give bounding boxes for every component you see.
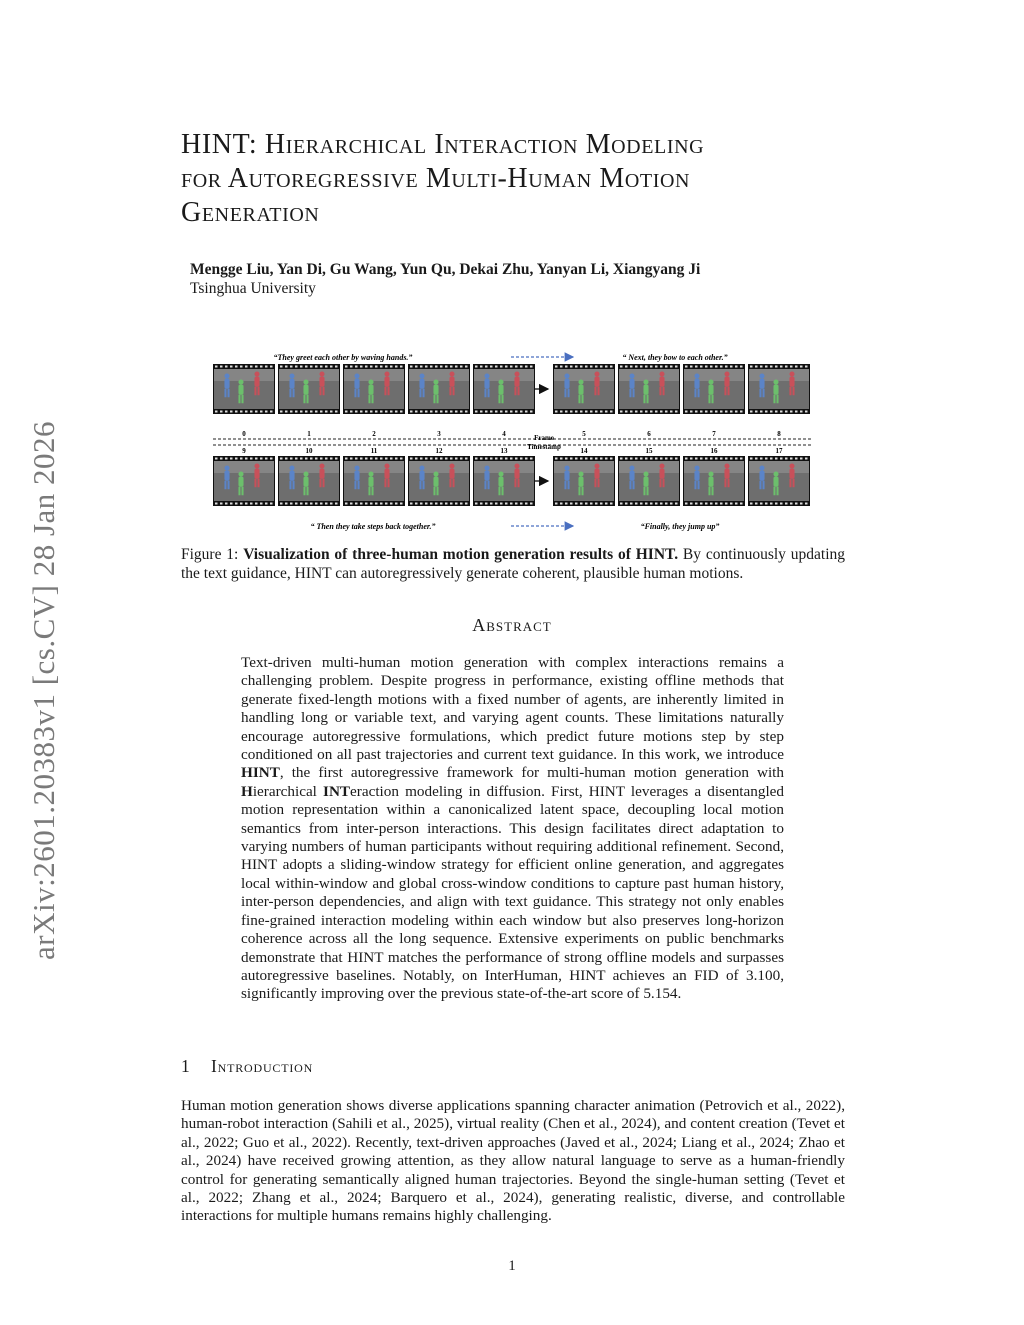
frame-1-8 [748,364,810,414]
frame-number: 11 [370,447,378,455]
frame-1-0 [213,364,275,414]
paper-title [181,128,881,230]
caption-rest: By continuously updating the text guidance, HINT can autoregressively generate coherent, plausible human motions. [181,546,845,582]
frame-2-6 [618,456,680,506]
frame-number: 15 [645,447,653,455]
frame-1-5 [553,364,615,414]
frame-2-1 [278,456,340,506]
frame-number: 16 [710,447,718,455]
frame-number: 6 [647,430,651,438]
frame-number: 2 [372,430,376,438]
frame-2-3 [408,456,470,506]
introduction-paragraph: Human motion generation shows diverse applications spanning character animation (Petrovich et al., 2022), human-robot interaction (Sahili et al., 2025), virtual reality (Chen et al., 2024), and content creation (Tevet et al., 2022; Guo et al., 2022). Recently, text-driven approaches (Javed et al., 2024; Liang et al., 2024; Zhao et al., 2024) have received growing attention, as they allow natural language to serve as a human-friendly control for generating semantically aligned human trajectories. Beyond the single-human setting (Tevet et al., 2022; Zhang et al., 2024; Barquero et al., 2024), generating realistic, diverse, and controllable interactions for multiple humans remains highly challenging. [181,1097,845,1225]
figure-text-top-1: “They greet each other by waving hands.” [273,353,413,362]
figure-text-bottom-2: “Finally, they jump up” [640,522,720,531]
figure-1 [213,348,813,538]
frame-number: 4 [502,430,506,438]
frame-label: Frame [534,434,554,442]
frame-number: 12 [435,447,443,455]
frame-number: 7 [712,430,716,438]
affiliation: Tsinghua University [190,280,316,297]
frame-2-5 [553,456,615,506]
frame-number: 14 [580,447,588,455]
frame-2-2 [343,456,405,506]
row1-frame-numbers [242,430,781,438]
frame-1-2 [343,364,405,414]
frame-number: 5 [582,430,586,438]
frame-number: 3 [437,430,441,438]
timestamp-label: Timestamp [527,443,561,451]
frame-number: 10 [305,447,313,455]
frame-2-7 [683,456,745,506]
frame-1-4 [473,364,535,414]
frame-number: 8 [777,430,781,438]
frame-row-bottom [213,456,810,506]
frame-number: 1 [307,430,311,438]
caption-label: Figure 1: [181,546,239,563]
frame-2-4 [473,456,535,506]
frame-2-0 [213,456,275,506]
title-line-2: for Autoregressive Multi-Human Motion [181,163,691,194]
figure-caption [181,545,845,583]
frame-2-8 [748,456,810,506]
frame-number: 9 [242,447,246,455]
frame-1-1 [278,364,340,414]
figure-text-bottom-1: “ Then they take steps back together.” [310,522,436,531]
title-line-1: HINT: Hierarchical Interaction Modeling [181,129,705,160]
abstract-heading: Abstract [472,615,552,635]
frame-number: 13 [500,447,508,455]
arxiv-stamp: arXiv:2601.20383v1 [cs.CV] 28 Jan 2026 [26,420,61,960]
frame-number: 17 [775,447,783,455]
abstract-body: Text-driven multi-human motion generation with complex interactions remains a challenging problem. Despite progress in performance, existing offline methods that generate fixed-length motions with a fixed number of agents, are inherently limited in handling long or variable text, and varying agent counts. These limitations naturally encourage autoregressive formulations, which predict future motions step by step conditioned on all past trajectories and current text guidance. In this work, we introduce HINT, the first autoregressive framework for multi-human motion generation with Hierarchical INTeraction modeling in diffusion. First, HINT leverages a disentangled motion representation within a canonicalized latent space, decoupling local motion semantics from inter-person interactions. This design facilitates direct adaptation to varying numbers of human participants without requiring additional refinement. Second, HINT adopts a sliding-window strategy for efficient online generation, and aggregates local within-window and global cross-window conditions to capture past human history, inter-person dependencies, and align with text guidance. This strategy not only enables fine-grained interaction modeling within each window but also preserves long-horizon coherence across all the long sequence. Extensive experiments on public benchmarks demonstrate that HINT matches the performance of strong offline models and surpasses autoregressive baselines. Notably, on InterHuman, HINT achieves an FID of 3.100, significantly improving over the previous state-of-the-art score of 5.154. [241,654,784,1003]
frame-1-3 [408,364,470,414]
frame-1-6 [618,364,680,414]
title-line-3: Generation [181,197,320,228]
section-heading-introduction: 1 Introduction [181,1056,314,1076]
author-list: Mengge Liu, Yan Di, Gu Wang, Yun Qu, Dekai Zhu, Yanyan Li, Xiangyang Ji [190,261,701,278]
frame-1-7 [683,364,745,414]
caption-bold: Visualization of three-human motion generation results of HINT. [243,546,679,563]
page-number: 1 [508,1258,516,1274]
frame-number: 0 [242,430,246,438]
row2-frame-numbers [242,447,783,455]
frame-row-top [213,364,810,414]
figure-text-top-2: “ Next, they bow to each other.” [622,353,728,362]
